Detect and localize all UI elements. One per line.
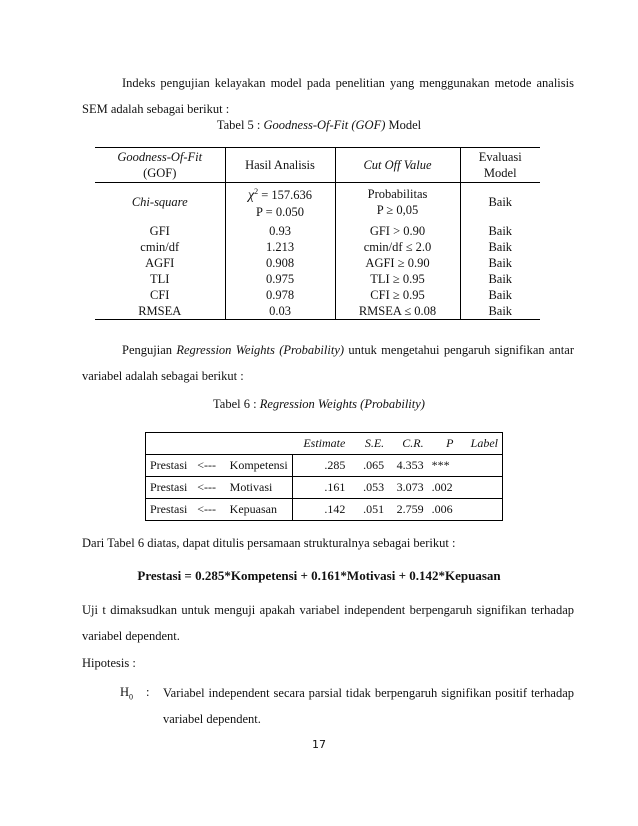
t-test-paragraph: Uji t dimaksudkan untuk menguji apakah variabel independent berpengaruh signifikan terhadap variabel dependent. [82,603,574,643]
header-se: S.E. [349,433,388,455]
chi-eval: Baik [460,183,540,224]
rw-row: Prestasi <--- Kompetensi .285 .065 4.353 *** [146,455,503,477]
chi-value2: P = 0.050 [256,205,304,220]
h0-text: Variabel independent secara parsial tidak berpengaruh signifikan positif terhadap variabel dependent. [163,686,574,726]
chi-hasil [225,183,335,224]
h0-label: $H_0$ [120,685,134,702]
h0-colon: : [146,685,150,699]
chi-cutoff: Probabilitas P ≥ 0,05 [335,183,460,224]
gof-row: cmin/df 1.213 cmin/df ≤ 2.0 Baik [95,239,540,255]
gof-row: CFI 0.978 CFI ≥ 0.95 Baik [95,287,540,303]
structural-equation: Prestasi = 0.285*Kompetensi + 0.161*Motivasi + 0.142*Kepuasan [137,568,501,583]
table5-caption [0,118,638,133]
chi-label: Chi-square [131,195,188,210]
table5-caption-suffix: Model [385,118,422,132]
header-p: P [428,433,458,455]
table5-caption-prefix: Tabel 5 : [216,118,264,132]
header-gof: Goodness-Of-Fit (GOF) [117,150,203,180]
chi-symbol: χ [247,188,255,204]
header-hasil: Hasil Analisis [225,148,335,183]
gof-header-row [95,148,540,183]
chi-value1: = 157.636 [258,188,313,203]
header-evaluasi: Evaluasi Model [460,148,540,183]
regression-weights-table [145,432,503,521]
intro-text: Indeks pengujian kelayakan model pada penelitian yang menggunakan metode analisis SEM adalah sebagai berikut : [82,76,574,116]
page-number: 17 [312,738,326,751]
hipotesis-label: Hipotesis : [82,656,136,670]
regression-paragraph: Pengujian Regression Weights (Probability) untuk mengetahui pengaruh signifikan antar variabel adalah sebagai berikut : [82,343,574,383]
table6-caption: Tabel 6 : Regression Weights (Probability) [213,397,425,411]
gof-row: RMSEA 0.03 RMSEA ≤ 0.08 Baik [95,303,540,320]
gof-row: AGFI 0.908 AGFI ≥ 0.90 Baik [95,255,540,271]
gof-row: TLI 0.975 TLI ≥ 0.95 Baik [95,271,540,287]
rw-row: Prestasi <--- Motivasi .161 .053 3.073 .002 [146,477,503,499]
chi-square-row [95,183,540,224]
chi-superscript: 2 [254,187,259,196]
rw-row: Prestasi <--- Kepuasan .142 .051 2.759 .006 [146,499,503,521]
header-estimate: Estimate [292,433,349,455]
header-label: Label [458,433,503,455]
header-cr: C.R. [388,433,427,455]
gof-table [95,147,540,320]
intro-paragraph [82,70,574,122]
structural-intro: Dari Tabel 6 diatas, dapat ditulis persamaan strukturalnya sebagai berikut : [82,536,456,550]
regression-italic: Regression Weights (Probability) [176,343,345,357]
gof-row: GFI 0.93 GFI > 0.90 Baik [95,223,540,239]
header-cutoff: Cut Off Value [335,148,460,183]
rw-header-row [146,433,503,455]
table5-caption-italic: Goodness-Of-Fit (GOF) [263,118,386,132]
